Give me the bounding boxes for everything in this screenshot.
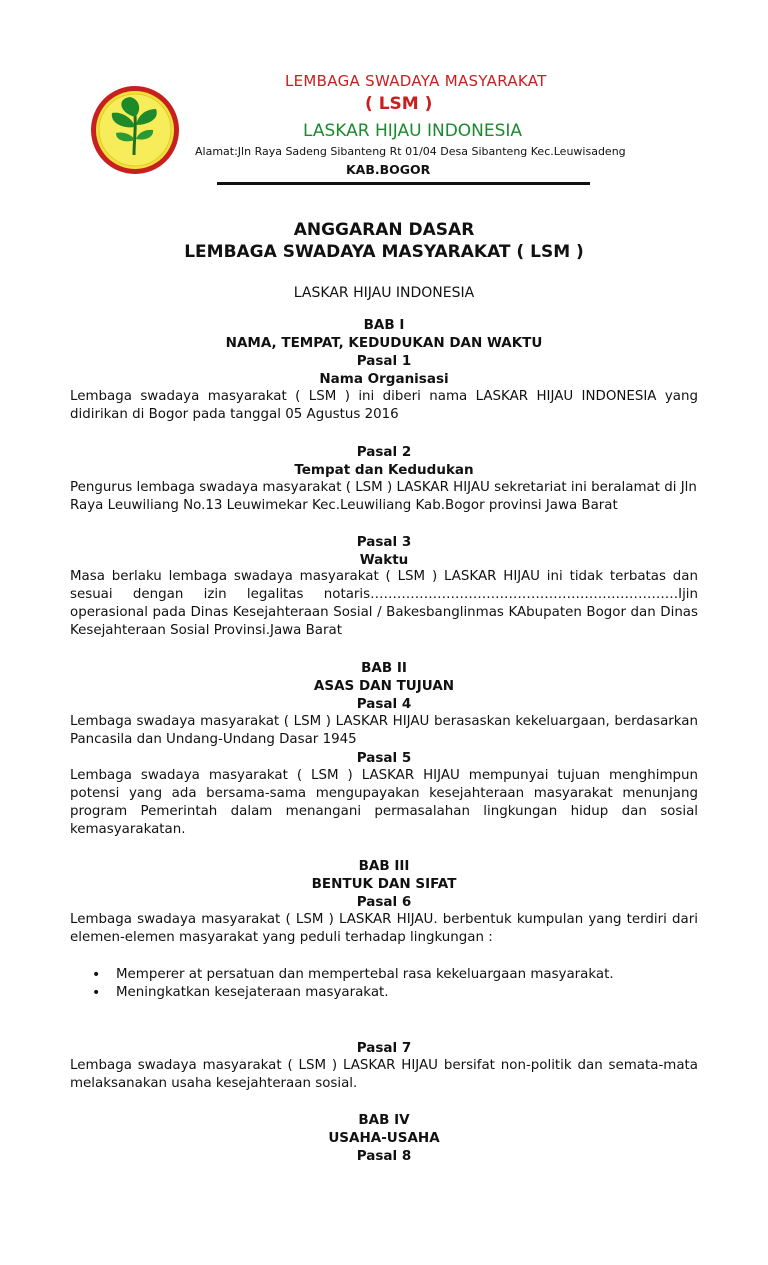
pasal6-body: Lembaga swadaya masyarakat ( LSM ) LASKAR HIJAU. berbentuk kumpulan yang terdiri dari elemen-elemen masyarakat yang peduli terhadap lingkungan :: [70, 912, 698, 945]
letterhead-name: LASKAR HIJAU INDONESIA: [303, 121, 523, 141]
bab2-heading: ASAS DAN TUJUAN: [313, 678, 455, 694]
pasal1-body: Lembaga swadaya masyarakat ( LSM ) ini diberi nama LASKAR HIJAU INDONESIA yang didirikan di Bogor pada tanggal 05 Agustus 2016: [70, 389, 698, 422]
pasal8-label: Pasal 8: [356, 1148, 412, 1164]
pasal3-label: Pasal 3: [356, 534, 412, 550]
pasal2-label: Pasal 2: [356, 444, 412, 460]
title-subtitle: LASKAR HIJAU INDONESIA: [293, 285, 475, 301]
pasal6-label: Pasal 6: [356, 894, 412, 910]
title-line2: LEMBAGA SWADAYA MASYARAKAT ( LSM ): [184, 242, 584, 262]
letterhead-org-line: LEMBAGA SWADAYA MASYARAKAT: [285, 72, 547, 90]
bab2-label: BAB II: [361, 660, 407, 676]
bab3-label: BAB III: [358, 858, 410, 874]
pasal7-label: Pasal 7: [356, 1040, 412, 1056]
list-item: [70, 966, 698, 984]
pasal2-heading: Tempat dan Kedudukan: [294, 462, 474, 478]
pasal7-body: Lembaga swadaya masyarakat ( LSM ) LASKAR HIJAU bersifat non-politik dan semata-mata melaksanakan usaha kesejahteraan sosial.: [70, 1058, 698, 1091]
organization-logo: [90, 85, 180, 175]
letterhead-lsm: ( LSM ): [365, 94, 433, 114]
letterhead-address: Alamat:Jln Raya Sadeng Sibanteng Rt 01/04 Desa Sibanteng Kec.Leuwisadeng: [195, 145, 626, 158]
bab3-heading: BENTUK DAN SIFAT: [311, 876, 457, 892]
bab4-label: BAB IV: [358, 1112, 410, 1128]
letterhead-city: KAB.BOGOR: [346, 162, 431, 177]
pasal4-label: Pasal 4: [356, 696, 412, 712]
pasal5-body: Lembaga swadaya masyarakat ( LSM ) LASKAR HIJAU mempunyai tujuan menghimpun potensi yang ada bersama-sama mengupayakan kesejahteraan masyarakat menunjang program Pemerintah dalam menangani permasalahan lingkungan hidup dan sosial kemasyarakatan.: [70, 768, 698, 837]
title-line1: ANGGARAN DASAR: [293, 220, 475, 240]
bab1-label: BAB I: [363, 317, 405, 333]
bullet-text: Memperer at persatuan dan mempertebal rasa kekeluargaan masyarakat.: [116, 967, 614, 982]
pasal3-body: Masa berlaku lembaga swadaya masyarakat ( LSM ) LASKAR HIJAU ini tidak terbatas dan sesuai dengan izin legalitas notaris……………………………………………………………Ijin operasional pada Dinas Kesejahteraan Sosial / Bakesbanglinmas KAbupaten Bogor dan Dinas Kesejahteraan Sosial Provinsi.Jawa Barat: [70, 569, 698, 638]
pasal6-bullet-list: [70, 966, 698, 1002]
letterhead-divider: [217, 182, 590, 185]
pasal1-heading: Nama Organisasi: [319, 371, 449, 387]
pasal1-label: Pasal 1: [356, 353, 412, 369]
pasal5-label: Pasal 5: [356, 750, 412, 766]
list-item: [70, 984, 698, 1002]
bullet-text: Meningkatkan kesejateraan masyarakat.: [116, 985, 389, 1000]
pasal2-body: Pengurus lembaga swadaya masyarakat ( LSM ) LASKAR HIJAU sekretariat ini beralamat di Jln Raya Leuwiliang No.13 Leuwimekar Kec.Leuwiliang Kab.Bogor provinsi Jawa Barat: [70, 480, 697, 513]
bab1-heading: NAMA, TEMPAT, KEDUDUKAN DAN WAKTU: [225, 335, 543, 351]
pasal3-heading: Waktu: [359, 552, 409, 568]
pasal4-body: Lembaga swadaya masyarakat ( LSM ) LASKAR HIJAU berasaskan kekeluargaan, berdasarkan Pancasila dan Undang-Undang Dasar 1945: [70, 714, 698, 747]
bab4-heading: USAHA-USAHA: [328, 1130, 440, 1146]
